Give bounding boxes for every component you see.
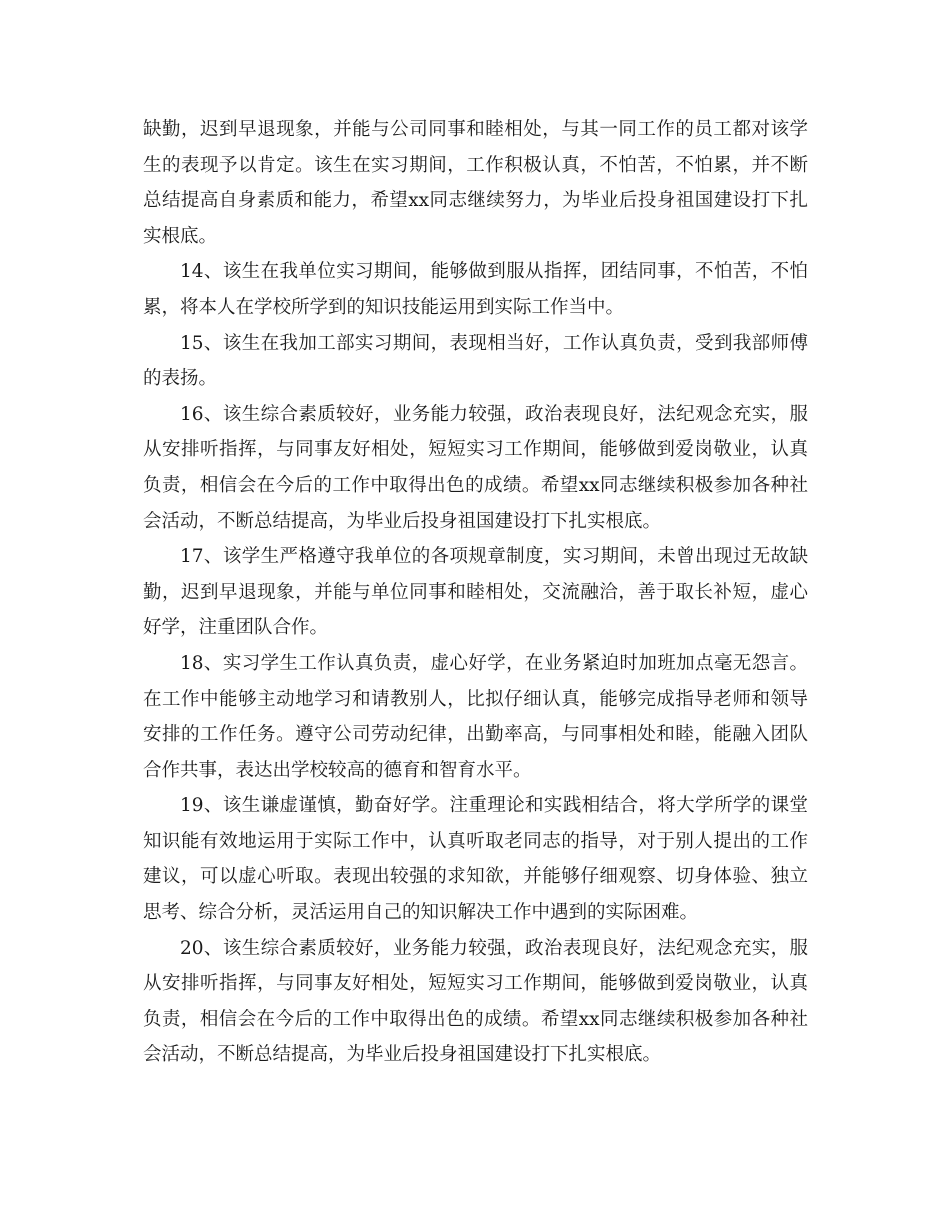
paragraph-item-16: 16、该生综合素质较好，业务能力较强，政治表现良好，法纪观念充实，服从安排听指挥，与同事友好相处，短短实习工作期间，能够做到爱岗敬业，认真负责，相信会在今后的工作中取得出色的成绩。希望xx同志继续积极参加各种社会活动，不断总结提高，为毕业后投身祖国建设打下扎实根底。 [143,403,808,532]
paragraph-item-14: 14、该生在我单位实习期间，能够做到服从指挥，团结同事，不怕苦，不怕累，将本人在学校所学到的知识技能运用到实际工作当中。 [143,261,808,318]
paragraph-item-20: 20、该生综合素质较好，业务能力较强，政治表现良好，法纪观念充实，服从安排听指挥，与同事友好相处，短短实习工作期间，能够做到爱岗敬业，认真负责，相信会在今后的工作中取得出色的成绩。希望xx同志继续积极参加各种社会活动，不断总结提高，为毕业后投身祖国建设打下扎实根底。 [143,937,808,1066]
paragraph-item-19: 19、该生谦虚谨慎，勤奋好学。注重理论和实践相结合，将大学所学的课堂知识能有效地运用于实际工作中，认真听取老同志的指导，对于别人提出的工作建议，可以虚心听取。表现出较强的求知欲，并能够仔细观察、切身体验、独立思考、综合分析，灵活运用自己的知识解决工作中遇到的实际困难。 [143,795,808,924]
paragraph-item-15: 15、该生在我加工部实习期间，表现相当好，工作认真负责，受到我部师傅的表扬。 [143,332,808,390]
paragraph-item-17: 17、该学生严格遵守我单位的各项规章制度，实习期间，未曾出现过无故缺勤，迟到早退现象，并能与单位同事和睦相处，交流融洽，善于取长补短，虚心好学，注重团队合作。 [143,546,808,639]
paragraph-continued: 缺勤，迟到早退现象，并能与公司同事和睦相处，与其一同工作的员工都对该学生的表现予以肯定。该生在实习期间，工作积极认真，不怕苦，不怕累，并不断总结提高自身素质和能力，希望xx同志继续努力，为毕业后投身祖国建设打下扎实根底。 [143,119,808,247]
paragraph-item-18: 18、实习学生工作认真负责，虚心好学，在业务紧迫时加班加点毫无怨言。在工作中能够主动地学习和请教别人，比拟仔细认真，能够完成指导老师和领导安排的工作任务。遵守公司劳动纪律，出勤率高，与同事相处和睦，能融入团队合作共事，表达出学校较高的德育和智育水平。 [143,652,808,781]
document-body [143,112,808,1073]
